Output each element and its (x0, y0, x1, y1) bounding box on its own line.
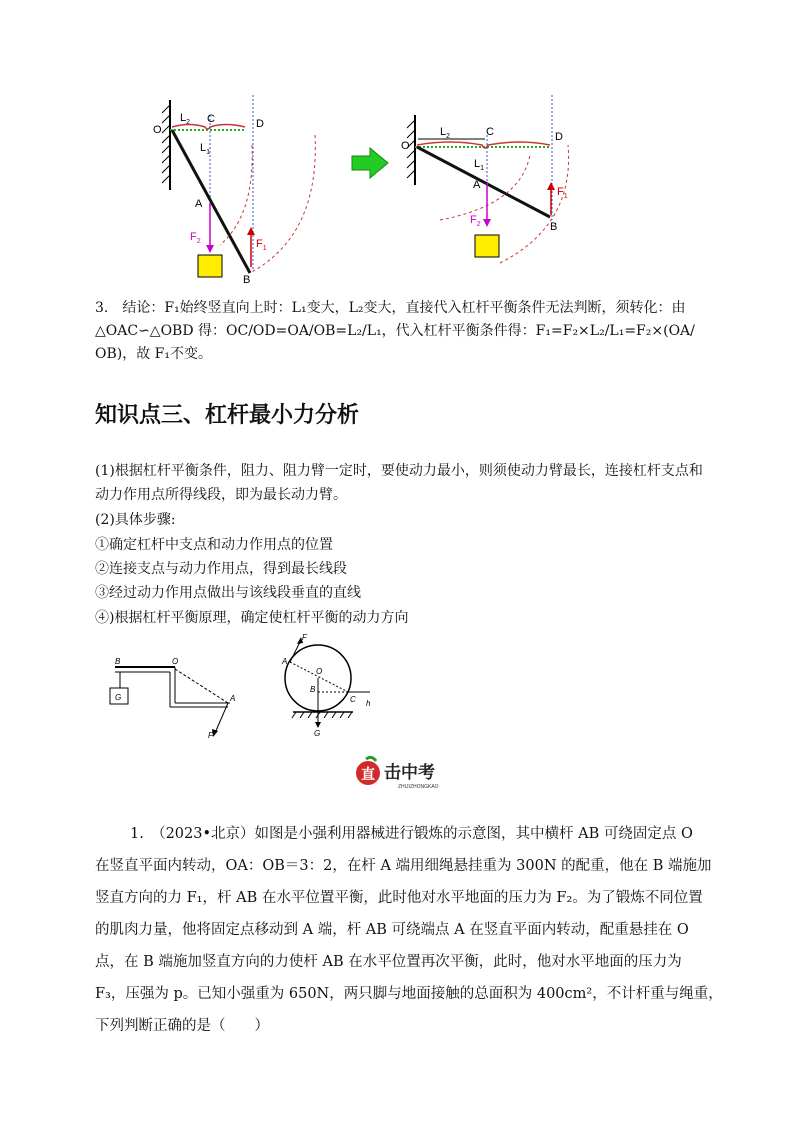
svg-text:F1: $F_1$ (557, 186, 568, 200)
svg-text:F2: $F_2$ (190, 231, 201, 245)
svg-text:F: F (208, 731, 213, 740)
svg-text:B: B (115, 657, 121, 666)
svg-text:F: F (302, 633, 307, 642)
svg-text:ZHIJIZHONGKAO: ZHIJIZHONGKAO (398, 784, 439, 790)
brand-logo (354, 753, 446, 793)
svg-text:B: B (550, 221, 558, 233)
wheel-diagram (278, 630, 378, 740)
para1-line2: 动力作用点所得线段，即为最长动力臂。 (95, 487, 347, 503)
para2: (2)具体步骤: (95, 512, 176, 528)
question-line2: 在竖直平面内转动，OA：OB＝3：2，在杆 A 端用细绳悬挂重为 300N 的配重，他在 B 端施加 (95, 858, 712, 874)
label-O: O (153, 124, 162, 136)
question-line7: 下列判断正确的是（ ） (95, 1018, 269, 1034)
bent-lever-diagram (100, 655, 250, 740)
svg-text:L1: $L_1$ (200, 142, 211, 156)
lever-diagram-left (150, 95, 340, 285)
svg-text:L2: $L_2$ (440, 126, 451, 140)
label-C: C (207, 113, 215, 125)
svg-text:F1: $F_1$ (256, 238, 267, 252)
svg-text:O: O (401, 140, 410, 152)
para1-line1: (1)根据杠杆平衡条件，阻力、阻力臂一定时，要使动力最小，则须使动力臂最长，连接杠杆支点和 (95, 463, 703, 479)
section-heading: 知识点三、杠杆最小力分析 (95, 403, 360, 428)
svg-text:L1: $L_1$ (474, 158, 485, 172)
conclusion-line1: 3. 结论：F₁始终竖直向上时：L₁变大，L₂变大，直接代入杠杆平衡条件无法判断，须转化：由 (95, 300, 686, 316)
svg-text:h: h (366, 699, 371, 708)
svg-text:F2: $F_2$ (470, 214, 481, 228)
conclusion-line2: △OAC∽△OBD 得：OC/OD=OA/OB=L₂/L₁，代入杠杆平衡条件得：F₁=F₂×L₂/L₁=F₂×(OA/ (95, 323, 695, 339)
svg-text:A: A (473, 179, 481, 191)
question-line6: F₃，压强为 p。已知小强重为 650N，两只脚与地面接触的总面积为 400cm²，不计杆重与绳重， (95, 986, 723, 1002)
svg-text:A: A (230, 694, 236, 703)
step3: ③经过动力作用点做出与该线段垂直的直线 (95, 585, 361, 601)
step4: ④)根据杠杆平衡原理，确定使杠杆平衡的动力方向 (95, 610, 409, 626)
question-line4: 的肌肉力量，他将固定点移动到 A 端，杆 AB 可绕端点 A 在竖直平面内转动，配重悬挂在 O (95, 922, 689, 938)
step2: ②连接支点与动力作用点，得到最长线段 (95, 561, 347, 577)
svg-text:A: A (282, 657, 288, 666)
label-B: B (243, 274, 251, 285)
lever-diagram-right (400, 95, 590, 265)
svg-text:击中考: 击中考 (384, 763, 435, 782)
label-L1: L (200, 142, 207, 154)
svg-text:O: O (316, 667, 323, 676)
svg-text:O: O (172, 657, 179, 666)
question-line3: 竖直方向的力 F₁，杆 AB 在水平位置平衡，此时他对水平地面的压力为 F₂。为了锻炼不同位置 (95, 890, 703, 906)
step1: ①确定杠杆中支点和动力作用点的位置 (95, 537, 333, 553)
label-F1: F (256, 238, 263, 250)
svg-text:直: 直 (361, 766, 375, 782)
svg-text:C: C (350, 695, 356, 704)
svg-text:B: B (310, 685, 316, 694)
label-L2: L (180, 112, 187, 124)
svg-text:G: G (115, 693, 122, 702)
label-D: D (256, 118, 264, 130)
question-line5: 点，在 B 端施加竖直方向的力使杆 AB 在水平位置再次平衡，此时，他对水平地面的压力为 (95, 954, 682, 970)
label-F2: F (190, 231, 197, 243)
svg-text:C: C (486, 126, 494, 138)
arrow-right-icon (350, 147, 390, 179)
svg-text:L2: $L_2$ (180, 112, 191, 126)
conclusion-line3: OB)，故 F₁不变。 (95, 346, 213, 362)
label-A: A (195, 198, 203, 210)
svg-text:G: G (314, 729, 321, 738)
svg-text:D: D (555, 131, 563, 143)
question-line1: 1. （2023•北京）如图是小强利用器械进行锻炼的示意图，其中横杆 AB 可绕固定点 O (130, 826, 693, 842)
